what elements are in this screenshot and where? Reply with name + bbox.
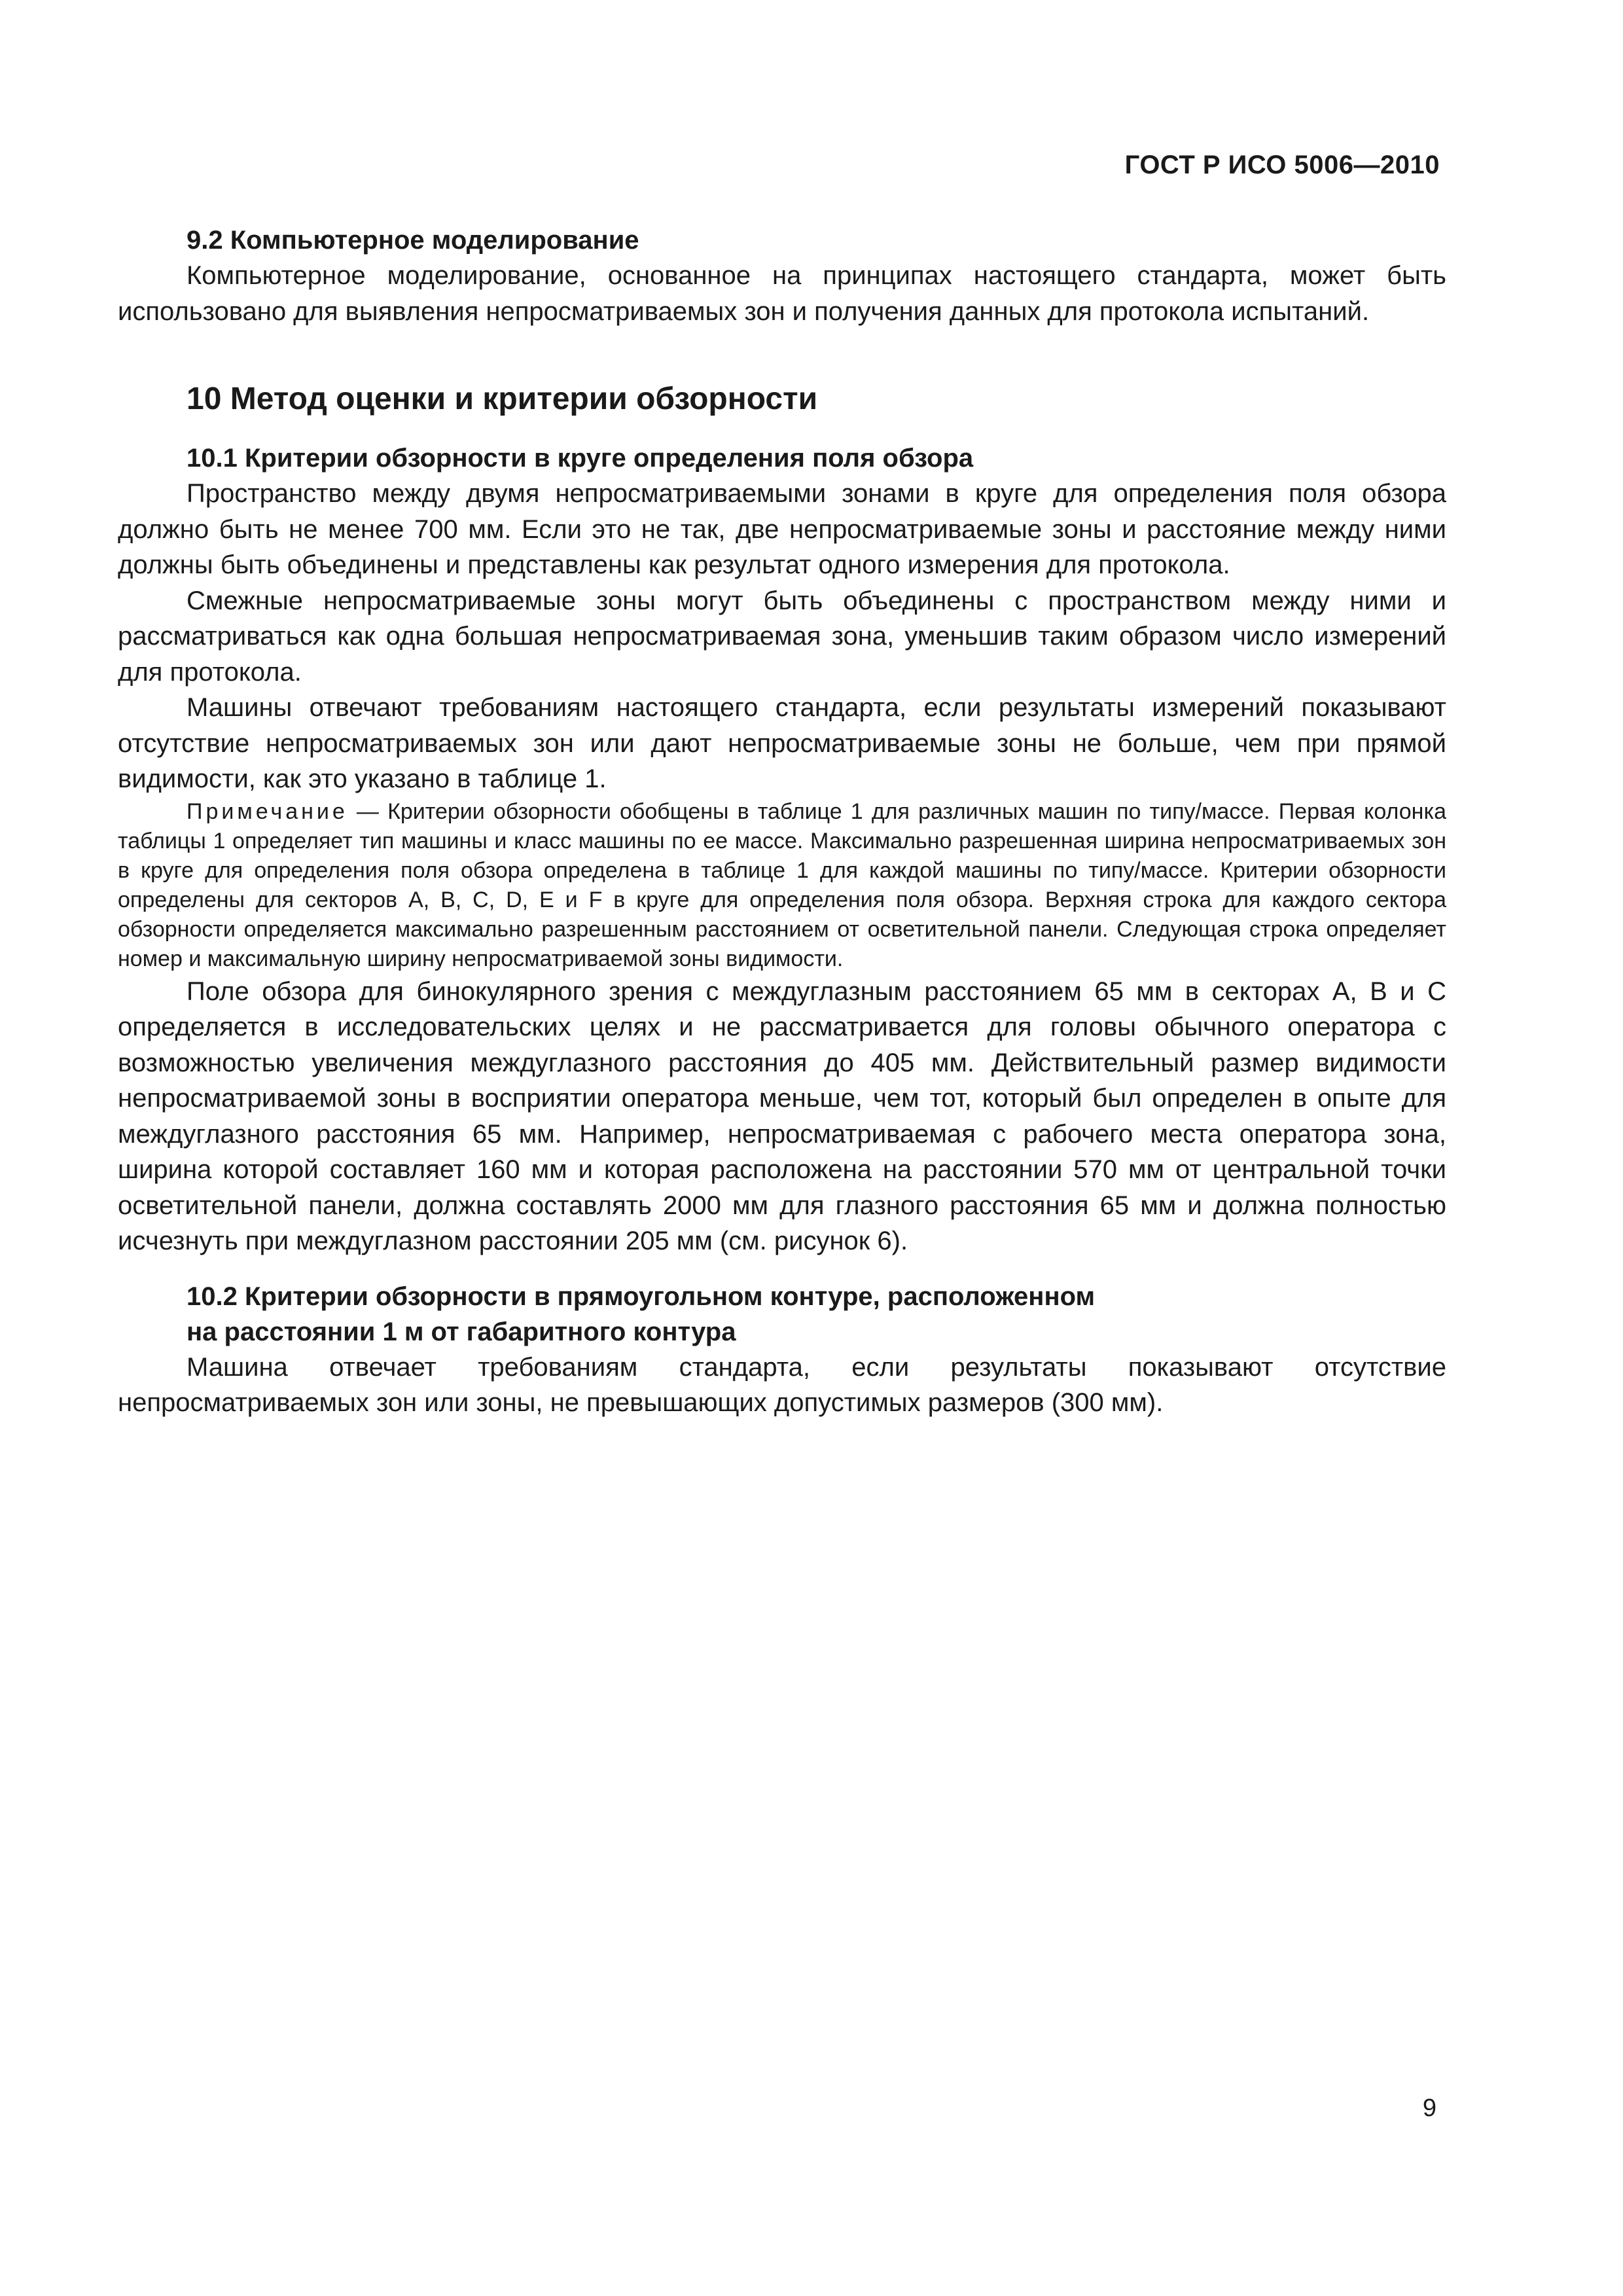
document-header: ГОСТ Р ИСО 5006—2010 xyxy=(1124,151,1440,179)
paragraph-10-1-3: Машины отвечают требованиям настоящего стандарта, если результаты измерений показывают отсутствие непросматриваемых зон или дают непросматриваемые зоны не больше, чем при прямой видимости, как это указано в таблице 1. xyxy=(118,693,1446,793)
heading-10-2-line1: 10.2 Критерии обзорности в прямоугольном контуре, расположенном xyxy=(187,1282,1096,1311)
heading-9-2: 9.2 Компьютерное моделирование xyxy=(187,226,639,255)
heading-10-2-line2: на расстоянии 1 м от габаритного контура xyxy=(187,1317,736,1346)
paragraph-10-1-1: Пространство между двумя непросматриваемыми зонами в круге для определения поля обзора должно быть не менее 700 мм. Если это не так, две непросматриваемые зоны и расстояние между ними должны быть объединены и представлены как результат одного измерения для протокола. xyxy=(118,479,1446,579)
note-paragraph xyxy=(118,797,1446,974)
heading-10: 10 Метод оценки и критерии обзорности xyxy=(187,382,818,416)
heading-10-1: 10.1 Критерии обзорности в круге определения поля обзора xyxy=(187,444,974,473)
note-label: Примечание xyxy=(187,798,348,824)
page-number: 9 xyxy=(1422,2094,1436,2122)
note-text: — Критерии обзорности обобщены в таблице 1 для различных машин по типу/массе. Первая колонка таблицы 1 определяет тип машины и класс машины по ее массе. Максимально разрешенная ширина непросматриваемых зон в круге для определения поля обзора определена в таблице 1 для каждой машины по типу/массе. Критерии обзорности определены для секторов A, B, C, D, E и F в круге для определения поля обзора. Верхняя строка для каждого сектора обзорности определяется максимально разрешенным расстоянием от осветительной панели. Следующая строка определяет номер и максимальную ширину непросматриваемой зоны видимости. xyxy=(118,798,1446,971)
paragraph-9-2: Компьютерное моделирование, основанное на принципах настоящего стандарта, может быть использовано для выявления непросматриваемых зон и получения данных для протокола испытаний. xyxy=(118,261,1446,326)
paragraph-10-2: Машина отвечает требованиям стандарта, если результаты показывают отсутствие непросматриваемых зон или зоны, не превышающих допустимых размеров (300 мм). xyxy=(118,1352,1446,1417)
heading-10-2 xyxy=(118,1279,1446,1350)
paragraph-10-1-4: Поле обзора для бинокулярного зрения с междуглазным расстоянием 65 мм в секторах A, B и C определяется в исследовательских целях и не рассматривается для головы обычного оператора с возможностью увеличения междуглазного расстояния до 405 мм. Действительный размер видимости непросматриваемой зоны в восприятии оператора меньше, чем тот, который был определен в опыте для междуглазного расстояния 65 мм. Например, непросматриваемая с рабочего места оператора зона, ширина которой составляет 160 мм и которая расположена на расстоянии 570 мм от центральной точки осветительной панели, должна составлять 2000 мм для глазного расстояния 65 мм и должна полностью исчезнуть при междуглазном расстоянии 205 мм (см. рисунок 6). xyxy=(118,977,1446,1255)
document-body xyxy=(118,223,1446,1421)
paragraph-10-1-2: Смежные непросматриваемые зоны могут быть объединены с пространством между ними и рассматриваться как одна большая непросматриваемая зона, уменьшив таким образом число измерений для протокола. xyxy=(118,586,1446,687)
